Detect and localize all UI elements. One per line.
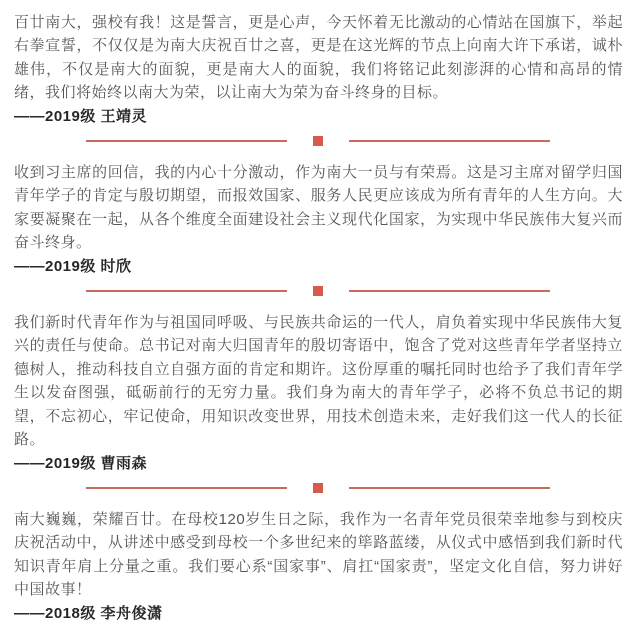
- section-divider-1: [86, 136, 550, 146]
- quote-text: 收到习主席的回信，我的内心十分激动，作为南大一员与有荣焉。这是习主席对留学归国青年学子的肯定与殷切期望，而报效国家、服务人民更应该成为所有青年的人生方向。大家要凝聚在一起，从各个维度全面建设社会主义现代化国家，为实现中华民族伟大复兴而奋斗终身。: [14, 164, 623, 252]
- divider-line-left: [86, 140, 287, 142]
- quote-section-1: [14, 11, 623, 128]
- quote-attribution: ——2019级 曹雨森: [14, 454, 148, 472]
- divider-square-icon: [313, 286, 323, 296]
- quote-text: 南大巍巍，荣耀百廿。在母校120岁生日之际，我作为一名青年党员很荣幸地参与到校庆庆祝活动中，从讲述中感受到母校一个多世纪来的筚路蓝缕，从仪式中感悟到我们新时代知识青年肩上分量之重。我们要心系“国家事”、肩扛“国家责”，坚定文化自信，努力讲好中国故事！: [14, 510, 623, 599]
- quote-attribution: ——2019级 时欣: [14, 257, 132, 275]
- divider-line-right: [349, 140, 550, 142]
- quote-section-2: [14, 161, 623, 278]
- divider-line-left: [86, 290, 287, 292]
- quote-text: 我们新时代青年作为与祖国同呼吸、与民族共命运的一代人，肩负着实现中华民族伟大复兴的责任与使命。总书记对南大归国青年的殷切寄语中，饱含了党对这些青年学者坚持立德树人，推动科技自立自强方面的肯定和期许。这份厚重的嘱托同时也给予了我们青年学生以发奋图强，砥砺前行的无穷力量。我们身为南大的青年学子，必将不负总书记的期望，不忘初心，牢记使命，用知识改变世界，用技术创造未来，走好我们这一代人的长征路。: [14, 314, 623, 449]
- divider-line-right: [349, 487, 550, 489]
- divider-line-right: [349, 290, 550, 292]
- quote-attribution: ——2018级 李舟俊潇: [14, 604, 163, 622]
- quote-text: 百廿南大，强校有我！这是誓言，更是心声，今天怀着无比激动的心情站在国旗下，举起右拳宣誓，不仅仅是为南大庆祝百廿之喜，更是在这光辉的节点上向南大许下承诺，诚朴雄伟，不仅是南大的面貌，更是南大人的面貌，我们将铭记此刻澎湃的心情和高昂的情绪，我们将始终以南大为荣，以让南大为荣为奋斗终身的目标。: [14, 14, 623, 102]
- quote-attribution: ——2019级 王靖灵: [14, 107, 148, 125]
- section-divider-3: [86, 483, 550, 493]
- quote-section-3: [14, 311, 623, 475]
- divider-line-left: [86, 487, 287, 489]
- section-divider-2: [86, 286, 550, 296]
- divider-square-icon: [313, 483, 323, 493]
- divider-square-icon: [313, 136, 323, 146]
- quote-section-4: [14, 508, 623, 625]
